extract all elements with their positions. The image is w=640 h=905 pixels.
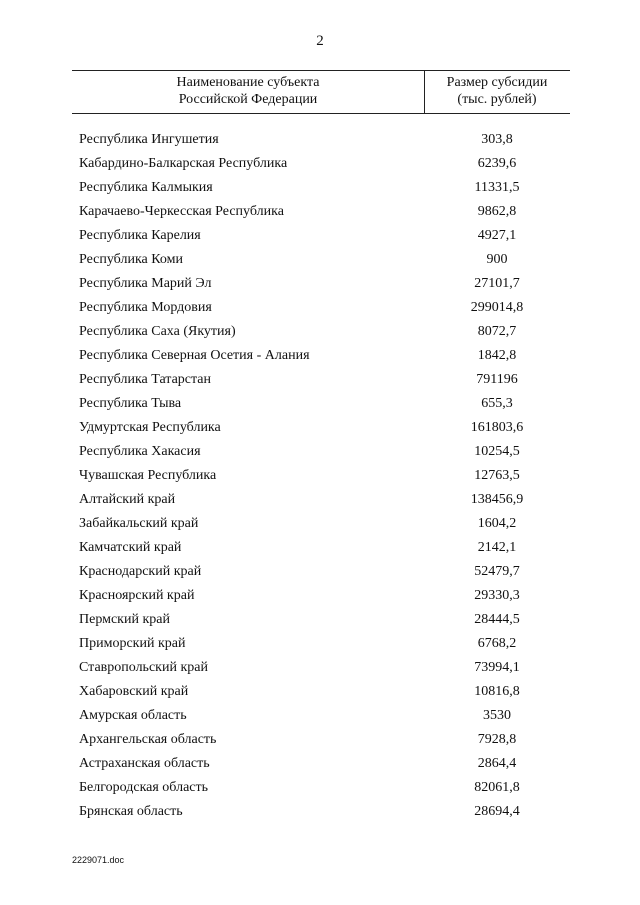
subsidy-amount: 11331,5 xyxy=(474,180,520,195)
region-name: Республика Марий Эл xyxy=(79,276,212,291)
region-name: Республика Хакасия xyxy=(79,444,201,459)
table-row xyxy=(0,416,640,440)
subsidy-amount: 2142,1 xyxy=(477,540,517,555)
subsidy-amount: 303,8 xyxy=(481,132,513,147)
region-name: Республика Коми xyxy=(79,252,183,267)
header-region-name xyxy=(72,74,424,108)
region-name: Пермский край xyxy=(79,612,170,627)
subsidy-amount: 82061,8 xyxy=(474,780,520,795)
header-subsidy-amount xyxy=(424,74,570,108)
region-name: Республика Саха (Якутия) xyxy=(79,324,236,339)
region-name: Республика Карелия xyxy=(79,228,201,243)
table-row xyxy=(0,224,640,248)
subsidy-amount: 299014,8 xyxy=(470,300,524,315)
page-number: 2 xyxy=(316,33,324,49)
table-row xyxy=(0,152,640,176)
subsidy-amount: 73994,1 xyxy=(474,660,520,675)
region-name: Удмуртская Республика xyxy=(79,420,221,435)
region-name: Брянская область xyxy=(79,804,183,819)
subsidy-amount: 6768,2 xyxy=(477,636,517,651)
subsidy-amount: 10254,5 xyxy=(474,444,520,459)
table-row xyxy=(0,272,640,296)
table-row xyxy=(0,128,640,152)
subsidy-amount: 28694,4 xyxy=(474,804,520,819)
region-name: Краснодарский край xyxy=(79,564,202,579)
header-subsidy-amount-line-2: (тыс. рублей) xyxy=(457,92,537,107)
region-name: Кабардино-Балкарская Республика xyxy=(79,156,288,171)
table-row xyxy=(0,776,640,800)
region-name: Красноярский край xyxy=(79,588,195,603)
region-name: Республика Калмыкия xyxy=(79,180,213,195)
table-row xyxy=(0,248,640,272)
table-row xyxy=(0,296,640,320)
subsidy-amount: 791196 xyxy=(476,372,518,387)
subsidy-amount: 6239,6 xyxy=(477,156,517,171)
subsidy-amount: 1604,2 xyxy=(477,516,517,531)
table-header xyxy=(72,70,570,114)
table-row xyxy=(0,536,640,560)
region-name: Чувашская Республика xyxy=(79,468,217,483)
table-row xyxy=(0,656,640,680)
region-name: Хабаровский край xyxy=(79,684,189,699)
region-name: Приморский край xyxy=(79,636,186,651)
table-row xyxy=(0,584,640,608)
subsidy-amount: 900 xyxy=(486,252,508,267)
subsidy-amount: 28444,5 xyxy=(474,612,520,627)
table-row xyxy=(0,176,640,200)
table-row xyxy=(0,704,640,728)
region-name: Забайкальский край xyxy=(79,516,199,531)
subsidy-amount: 8072,7 xyxy=(477,324,517,339)
table-row xyxy=(0,608,640,632)
region-name: Республика Северная Осетия - Алания xyxy=(79,348,310,363)
region-name: Республика Мордовия xyxy=(79,300,212,315)
table-row xyxy=(0,440,640,464)
table-row xyxy=(0,368,640,392)
header-region-name-line-2: Российской Федерации xyxy=(178,92,318,107)
region-name: Астраханская область xyxy=(79,756,210,771)
table-row xyxy=(0,200,640,224)
table-row xyxy=(0,560,640,584)
region-name: Алтайский край xyxy=(79,492,176,507)
table-row xyxy=(0,752,640,776)
table-row xyxy=(0,488,640,512)
subsidy-amount: 9862,8 xyxy=(477,204,517,219)
table-row xyxy=(0,464,640,488)
header-subsidy-amount-line-1: Размер субсидии xyxy=(446,75,548,90)
subsidy-amount: 27101,7 xyxy=(474,276,520,291)
region-name: Карачаево-Черкесская Республика xyxy=(79,204,284,219)
table-row xyxy=(0,680,640,704)
region-name: Белгородская область xyxy=(79,780,209,795)
region-name: Республика Тыва xyxy=(79,396,182,411)
subsidy-amount: 138456,9 xyxy=(470,492,524,507)
region-name: Камчатский край xyxy=(79,540,182,555)
subsidy-amount: 161803,6 xyxy=(470,420,524,435)
table-row xyxy=(0,344,640,368)
subsidy-amount: 7928,8 xyxy=(477,732,517,747)
subsidy-amount: 655,3 xyxy=(481,396,513,411)
region-name: Республика Татарстан xyxy=(79,372,212,387)
region-name: Республика Ингушетия xyxy=(79,132,219,147)
subsidy-amount: 12763,5 xyxy=(474,468,520,483)
table-row xyxy=(0,728,640,752)
subsidy-amount: 52479,7 xyxy=(474,564,520,579)
region-name: Архангельская область xyxy=(79,732,217,747)
subsidy-amount: 4927,1 xyxy=(477,228,517,243)
subsidy-amount: 29330,3 xyxy=(474,588,520,603)
subsidy-amount: 3530 xyxy=(483,708,511,723)
region-name: Амурская область xyxy=(79,708,187,723)
region-name: Ставропольский край xyxy=(79,660,208,675)
table-row xyxy=(0,320,640,344)
document-id: 2229071.doc xyxy=(72,855,125,865)
table-row xyxy=(0,512,640,536)
table-row xyxy=(0,800,640,824)
header-region-name-line-1: Наименование субъекта xyxy=(176,75,320,90)
table-body xyxy=(0,128,640,824)
subsidy-amount: 10816,8 xyxy=(474,684,520,699)
subsidy-amount: 2864,4 xyxy=(477,756,517,771)
table-row xyxy=(0,392,640,416)
table-row xyxy=(0,632,640,656)
subsidy-amount: 1842,8 xyxy=(477,348,517,363)
